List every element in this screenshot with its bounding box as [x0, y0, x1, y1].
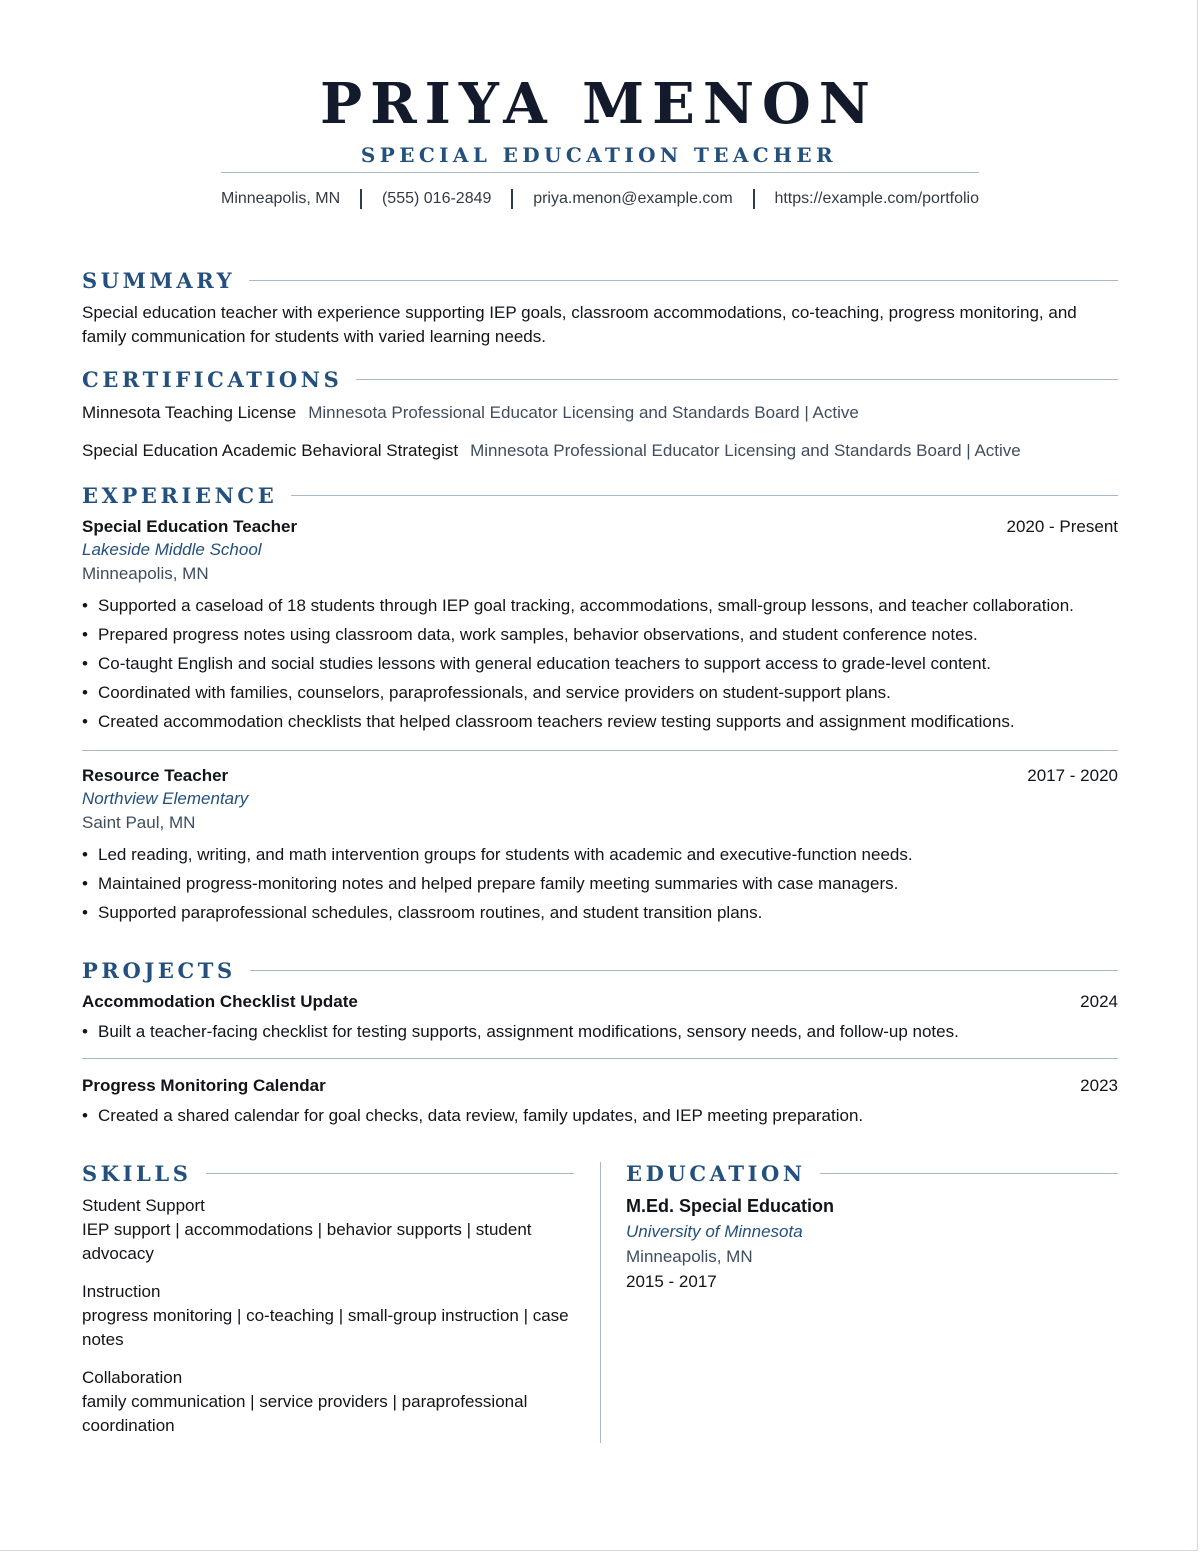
- section-rule: [250, 970, 1118, 971]
- project-bullet: • Created a shared calendar for goal checks, data review, family updates, and IEP meeting preparation.: [82, 1101, 1118, 1130]
- project-entry: [82, 991, 1118, 1046]
- resume-header: [0, 72, 1198, 168]
- certification-issuer: Minnesota Professional Educator Licensing and Standards Board | Active: [308, 403, 859, 422]
- skill-items: family communication | service providers | paraprofessional coordination: [82, 1392, 528, 1435]
- section-title-projects: PROJECTS: [82, 958, 236, 983]
- section-rule: [206, 1173, 574, 1174]
- job-dates: 2020 - Present: [1006, 517, 1118, 536]
- job-location: Saint Paul, MN: [82, 813, 196, 832]
- skill-items: progress monitoring | co-teaching | small-group instruction | case notes: [82, 1306, 569, 1349]
- project-bullets: [82, 1101, 1118, 1130]
- section-title-summary: SUMMARY: [82, 268, 236, 293]
- project-bullet: • Built a teacher-facing checklist for testing supports, assignment modifications, sensory needs, and follow-up notes.: [82, 1017, 1118, 1046]
- column-divider: [600, 1162, 601, 1443]
- project-year: 2023: [1080, 1076, 1118, 1095]
- job-bullet: • Coordinated with families, counselors, paraprofessionals, and service providers on student-support plans.: [82, 678, 1118, 707]
- section-rule: [820, 1173, 1118, 1174]
- skill-category: Instruction: [82, 1282, 161, 1301]
- section-rule: [249, 280, 1118, 281]
- job-bullet: • Maintained progress-monitoring notes and helped prepare family meeting summaries with case managers.: [82, 869, 1118, 898]
- experience-section-header: [82, 483, 1118, 508]
- job-bullet: • Supported paraprofessional schedules, classroom routines, and student transition plans.: [82, 898, 1118, 927]
- contact-line: [221, 189, 979, 209]
- skill-category: Student Support: [82, 1196, 205, 1215]
- contact-separator: [360, 189, 362, 209]
- contact-phone: (555) 016-2849: [381, 190, 492, 207]
- education-section-header: [626, 1161, 1118, 1186]
- project-year: 2024: [1080, 992, 1118, 1011]
- job-bullet: • Led reading, writing, and math intervention groups for students with academic and executive-function needs.: [82, 840, 1118, 869]
- projects-section-header: [82, 958, 1118, 983]
- education-degree: M.Ed. Special Education: [626, 1196, 835, 1216]
- project-bullets: [82, 1017, 1118, 1046]
- education-location: Minneapolis, MN: [626, 1247, 753, 1266]
- job-company: Lakeside Middle School: [82, 540, 262, 559]
- contact-email[interactable]: priya.menon@example.com: [533, 190, 733, 207]
- job-location: Minneapolis, MN: [82, 564, 209, 583]
- job-company: Northview Elementary: [82, 789, 249, 808]
- contact-portfolio-link[interactable]: https://example.com/portfolio: [774, 190, 979, 207]
- skills-section-header: [82, 1161, 574, 1186]
- experience-entry: [82, 765, 1118, 927]
- experience-entry: [82, 516, 1118, 736]
- skill-items: IEP support | accommodations | behavior supports | student advocacy: [82, 1220, 532, 1263]
- contact-separator: [753, 189, 755, 209]
- job-bullets: [82, 591, 1118, 736]
- certification-name: Minnesota Teaching License: [82, 403, 297, 422]
- job-title: Resource Teacher: [82, 766, 229, 785]
- skill-category: Collaboration: [82, 1368, 183, 1387]
- education-dates: 2015 - 2017: [626, 1272, 717, 1291]
- project-title: Accommodation Checklist Update: [82, 992, 358, 1011]
- certifications-section-header: [82, 367, 1118, 392]
- job-bullet: • Co-taught English and social studies lessons with general education teachers to support access to grade-level content.: [82, 649, 1118, 678]
- entry-divider: [82, 750, 1118, 751]
- section-title-experience: EXPERIENCE: [82, 483, 278, 508]
- job-bullets: [82, 840, 1118, 927]
- section-title-skills: SKILLS: [82, 1161, 192, 1186]
- project-title: Progress Monitoring Calendar: [82, 1076, 326, 1095]
- header-divider: [221, 172, 979, 173]
- candidate-title: SPECIAL EDUCATION TEACHER: [360, 143, 838, 167]
- contact-location: Minneapolis, MN: [221, 190, 341, 207]
- project-entry: [82, 1075, 1118, 1130]
- skills-column: [82, 1194, 574, 1452]
- section-rule: [356, 379, 1118, 380]
- job-dates: 2017 - 2020: [1027, 766, 1118, 785]
- section-title-certifications: CERTIFICATIONS: [82, 367, 343, 392]
- summary-text: Special education teacher with experience supporting IEP goals, classroom accommodations, co-teaching, progress monitoring, and family communication for students with varied learning needs.: [82, 303, 1077, 346]
- entry-divider: [82, 1058, 1118, 1059]
- certification-issuer: Minnesota Professional Educator Licensing and Standards Board | Active: [470, 441, 1021, 460]
- certification-item: [82, 440, 1021, 462]
- job-bullet: • Supported a caseload of 18 students through IEP goal tracking, accommodations, small-group lessons, and teacher collaboration.: [82, 591, 1118, 620]
- education-school: University of Minnesota: [626, 1222, 803, 1241]
- contact-separator: [511, 189, 513, 209]
- certification-name: Special Education Academic Behavioral Strategist: [82, 441, 459, 460]
- section-rule: [291, 495, 1118, 496]
- job-title: Special Education Teacher: [82, 517, 298, 536]
- job-bullet: • Prepared progress notes using classroom data, work samples, behavior observations, and student conference notes.: [82, 620, 1118, 649]
- section-title-education: EDUCATION: [626, 1161, 806, 1186]
- summary-section-header: [82, 268, 1118, 293]
- certification-item: [82, 402, 859, 424]
- education-column: [626, 1193, 1118, 1294]
- job-bullet: • Created accommodation checklists that helped classroom teachers review testing supports and assignment modifications.: [82, 707, 1118, 736]
- candidate-name: PRIYA MENON: [319, 71, 878, 137]
